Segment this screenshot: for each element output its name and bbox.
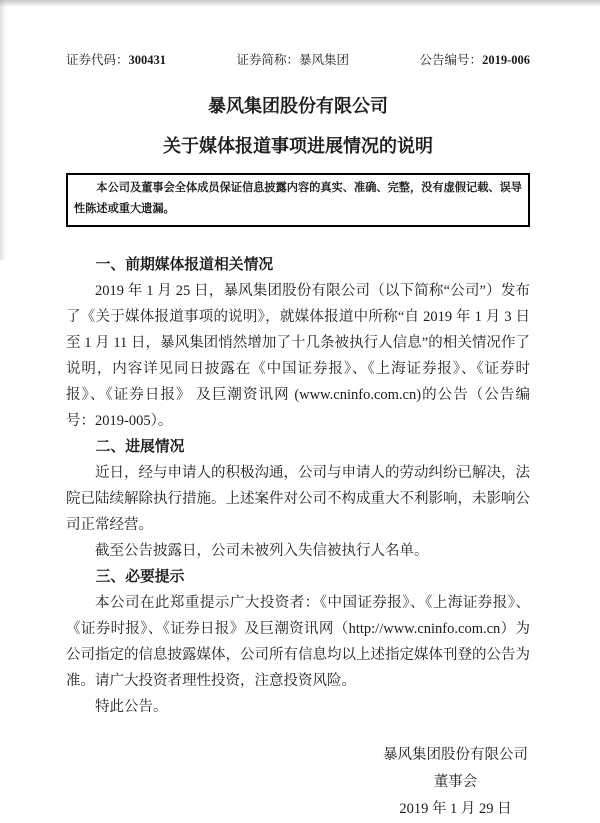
notice-number-label: 公告编号： (419, 53, 483, 67)
disclaimer-box (66, 173, 530, 227)
paragraph: 近日，经与申请人的积极沟通，公司与申请人的劳动纠纷已解决，法院已陆续解除执行措施。上述案件对公司不构成重大不利影响，未影响公司正常经营。 (66, 464, 530, 533)
page-edge-shadow-left (0, 0, 6, 260)
stock-name-value: 暴风集团 (299, 53, 350, 67)
section-heading: 一、前期媒体报道相关情况 (95, 256, 274, 273)
document-header (66, 50, 530, 68)
signature-date: 2019 年 1 月 29 日 (399, 800, 512, 817)
paragraph: 2019 年 1 月 25 日，暴风集团股份有限公司（以下简称“公司”）发布了《关于媒体报道事项的说明》，就媒体报道中所称“自 2019 年 1 月 3 日至 1 月 11 日，暴风集团悄然增加了十几条被执行人信息”的相关情况作了说明，内容详见同日披露在《中国证券报》、《上海证券报》、《证券时报》、《证券日报》 及巨潮资讯网 (www.cninfo.com.cn)的公告（公告编号：2019-005）。 (66, 282, 530, 429)
section-heading: 三、必要提示 (95, 568, 185, 585)
signature-company: 暴风集团股份有限公司 (383, 746, 528, 763)
paragraph: 本公司在此郑重提示广大投资者：《中国证券报》、《上海证券报》、《证券时报》、《证券日报》及巨潮资讯网（http://www.cninfo.com.cn）为公司指定的信息披露媒体，公司所有信息均以上述指定媒体刊登的公告为准。请广大投资者理性投资，注意投资风险。 (66, 594, 530, 689)
notice-number (420, 50, 530, 68)
signature-board: 董事会 (433, 773, 478, 790)
stock-code-label: 证券代码： (66, 53, 129, 67)
section-progress (66, 434, 530, 564)
closing-statement: 特此公告。 (95, 698, 168, 715)
disclaimer-text: 本公司及董事会全体成员保证信息披露内容的真实、准确、完整，没有虚假记载、误导性陈述或重大遗漏。 (74, 181, 522, 215)
announcement-title: 关于媒体报道事项进展情况的说明 (163, 136, 433, 157)
document-body (66, 252, 530, 823)
stock-code (66, 50, 166, 68)
company-title: 暴风集团股份有限公司 (208, 96, 388, 116)
section-necessary-notice (66, 564, 530, 694)
section-heading: 二、进展情况 (95, 438, 185, 455)
stock-code-value: 300431 (128, 53, 167, 67)
section-prior-media-reports (66, 252, 530, 434)
stock-name (237, 50, 350, 68)
paragraph: 截至公告披露日，公司未被列入失信被执行人名单。 (95, 542, 429, 559)
page-edge-shadow-top (0, 0, 600, 7)
signature-block (383, 742, 528, 823)
notice-number-value: 2019-006 (482, 53, 530, 67)
stock-name-label: 证券简称： (236, 53, 300, 67)
